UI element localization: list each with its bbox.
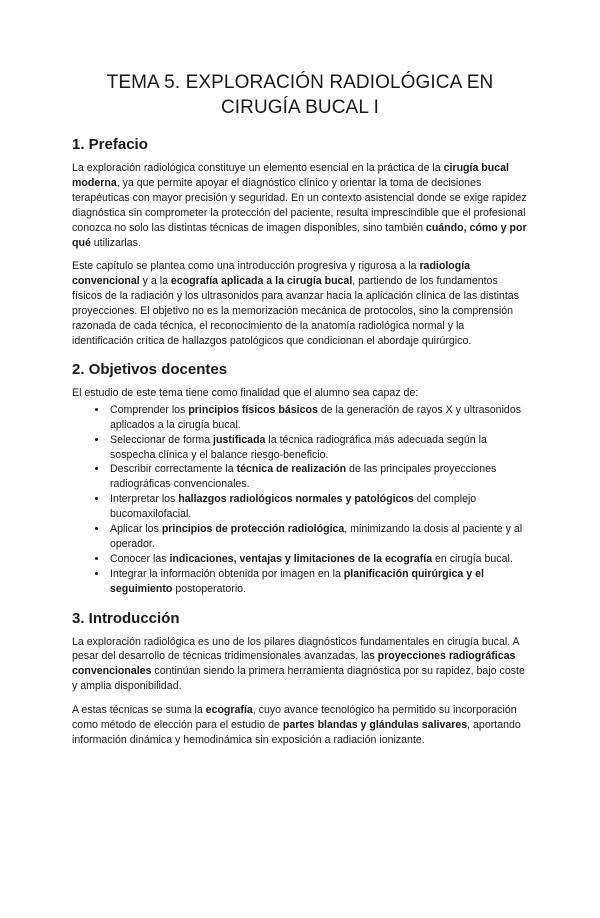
text-run: Describir correctamente la xyxy=(110,463,237,476)
bold-text: radiología convencional xyxy=(72,260,471,288)
text-run: continúan siendo la primera herramienta diagnóstica por su rapidez, bajo coste y amplia disponibilidad. xyxy=(72,665,525,693)
text-run: la técnica radiográfica más adecuada según la sospecha clínica y el balance riesgo-beneficio. xyxy=(110,433,487,461)
paragraph xyxy=(72,635,528,695)
text-run: de las principales proyecciones radiográficas convencionales. xyxy=(110,463,497,491)
text-run: Conocer las xyxy=(110,552,170,565)
text-run: Aplicar los xyxy=(110,523,162,536)
text-run: del complejo bucomaxilofacial. xyxy=(110,493,477,521)
list-item xyxy=(108,522,528,552)
text-run: La exploración radiológica es uno de los pilares diagnósticos fundamentales en cirugía bucal. A pesar del desarrollo de técnicas tridimensionales avanzadas, las xyxy=(72,635,519,663)
section-objetivos xyxy=(72,361,528,597)
text-run: postoperatorio. xyxy=(172,582,247,595)
paragraph xyxy=(72,161,528,250)
bold-text: ecografía aplicada a la cirugía bucal xyxy=(170,275,353,288)
section-heading: 1. Prefacio xyxy=(72,136,148,153)
list-item xyxy=(108,552,528,567)
paragraph xyxy=(72,259,528,348)
text-run: Este capítulo se plantea como una introducción progresiva y rigurosa a la xyxy=(72,260,420,273)
section-prefacio xyxy=(72,136,528,349)
text-run: Integrar la información obtenida por imagen en la xyxy=(110,567,344,580)
bold-text: planificación quirúrgica y el seguimiento xyxy=(110,567,484,595)
text-run: A estas técnicas se suma la xyxy=(72,704,206,717)
list-item xyxy=(108,433,528,463)
bold-text: justificada xyxy=(213,433,266,446)
objectives-list xyxy=(72,403,528,597)
text-run: Seleccionar de forma xyxy=(110,433,214,446)
bold-text: hallazgos radiológicos normales y patológicos xyxy=(178,493,414,506)
paragraph: El estudio de este tema tiene como finalidad que el alumno sea capaz de: xyxy=(72,386,419,399)
text-run: , ya que permite apoyar el diagnóstico clínico y orientar la toma de decisiones terapéuticas con mayor precisión y seguridad. En un contexto asistencial donde se exige rapidez diagnóstica sin comprometer la protección del paciente, resulta imprescindible que el profesional conozca no solo las distintas técnicas de imagen disponibles, sino también xyxy=(72,176,527,234)
section-heading: 3. Introducción xyxy=(72,609,180,627)
text-run: , partiendo de los fundamentos físicos de la radiación y los ultrasonidos para avanzar hacia la aplicación clínica de las distintas proyecciones. El objetivo no es la memorización mecánica de protocolos, sino la comprensión razonada de cada técnica, el reconocimiento de la anatomía radiológica normal y la identificación crítica de hallazgos patológicos que condicionan el abordaje quirúrgico. xyxy=(72,275,519,347)
list-item xyxy=(108,567,528,597)
page-title: TEMA 5. EXPLORACIÓN RADIOLÓGICA EN CIRUGÍA BUCAL I xyxy=(106,72,494,118)
bold-text: partes blandas y glándulas salivares xyxy=(282,719,468,732)
text-run: de la generación de rayos X y ultrasonidos aplicados a la cirugía bucal. xyxy=(110,403,522,431)
section-introduccion xyxy=(72,610,528,748)
paragraph xyxy=(72,703,528,748)
text-run: La exploración radiológica constituye un elemento esencial en la práctica de la xyxy=(72,162,444,174)
text-run: Interpretar los xyxy=(110,493,179,506)
bold-text: cuándo, cómo y por qué xyxy=(72,221,527,249)
bold-text: ecografía xyxy=(205,704,253,717)
section-heading: 2. Objetivos docentes xyxy=(72,360,228,378)
bold-text: indicaciones, ventajas y limitaciones de la ecografía xyxy=(169,552,433,565)
text-run: utilizarlas. xyxy=(90,236,141,249)
text-run: en cirugía bucal. xyxy=(432,552,513,565)
document-page xyxy=(0,70,600,918)
text-run: , minimizando la dosis al paciente y al operador. xyxy=(110,523,523,550)
list-item xyxy=(108,403,528,433)
bold-text: técnica de realización xyxy=(236,463,347,476)
text-run: Comprender los xyxy=(110,403,189,416)
bold-text: cirugía bucal moderna xyxy=(72,162,509,189)
text-run: , aportando información dinámica y hemodinámica sin exposición a radiación ionizante. xyxy=(72,719,521,746)
bold-text: principios físicos básicos xyxy=(188,403,318,416)
text-run: y a la xyxy=(139,275,171,288)
list-item xyxy=(108,462,528,492)
bold-text: proyecciones radiográficas convencionales xyxy=(72,650,516,678)
bold-text: principios de protección radiológica xyxy=(161,523,345,536)
text-run: , cuyo avance tecnológico ha permitido su incorporación como método de elección para el estudio de xyxy=(72,704,517,732)
list-item xyxy=(108,492,528,522)
